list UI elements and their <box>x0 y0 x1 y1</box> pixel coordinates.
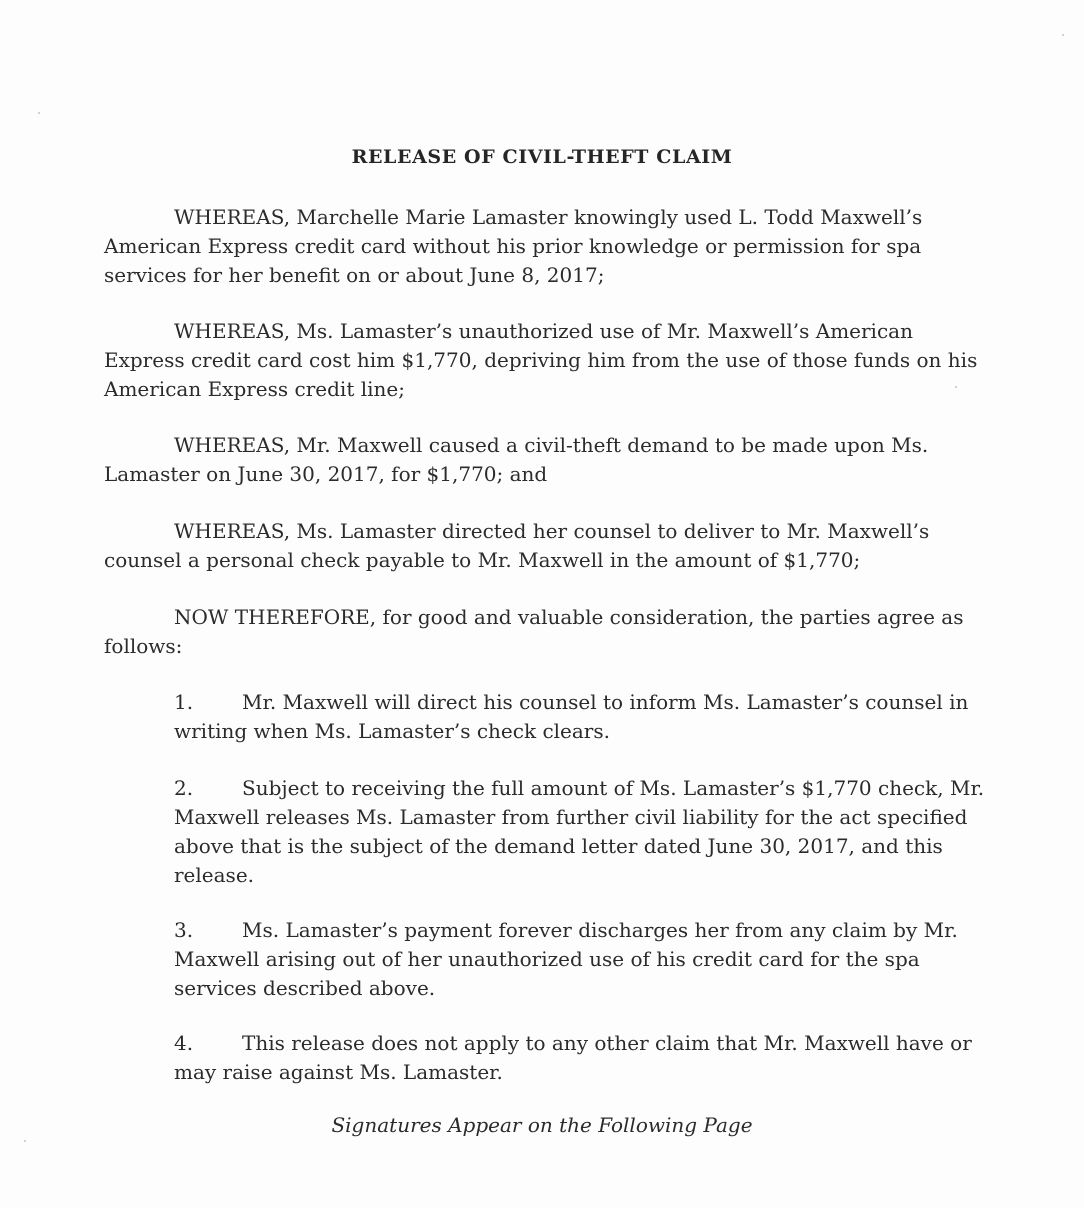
item-number: 1. <box>174 690 194 714</box>
scan-speck <box>38 112 40 114</box>
item-number: 2. <box>174 776 194 800</box>
item-text: Ms. Lamaster’s payment forever discharges her from any claim by Mr. Maxwell arising out of her unauthorized use of his credit card for the spa services described above. <box>174 918 958 1000</box>
numbered-item <box>174 688 989 746</box>
now-therefore-clause: NOW THEREFORE, for good and valuable consideration, the parties agree as follows: <box>104 605 964 658</box>
scan-speck <box>1062 34 1064 36</box>
numbered-item <box>174 774 989 890</box>
whereas-clause-4: WHEREAS, Ms. Lamaster directed her counsel to deliver to Mr. Maxwell’s counsel a personal check payable to Mr. Maxwell in the amount of $1,770; <box>104 519 930 572</box>
scan-speck <box>24 1140 26 1142</box>
item-text: Subject to receiving the full amount of Ms. Lamaster’s $1,770 check, Mr. Maxwell releases Ms. Lamaster from further civil liability for the act specified above that is the subject of the demand letter dated June 30, 2017, and this release. <box>174 776 985 887</box>
numbered-item <box>174 1029 989 1087</box>
item-number: 3. <box>174 918 194 942</box>
whereas-clause-3: WHEREAS, Mr. Maxwell caused a civil-theft demand to be made upon Ms. Lamaster on June 30, 2017, for $1,770; and <box>104 433 929 486</box>
item-number: 4. <box>174 1031 194 1055</box>
signatures-note: Signatures Appear on the Following Page <box>331 1113 753 1137</box>
item-text: Mr. Maxwell will direct his counsel to inform Ms. Lamaster’s counsel in writing when Ms. Lamaster’s check clears. <box>174 690 969 743</box>
whereas-clause-1: WHEREAS, Marchelle Marie Lamaster knowingly used L. Todd Maxwell’s American Express credit card without his prior knowledge or permission for spa services for her benefit on or about June 8, 2017; <box>104 205 923 287</box>
item-text: This release does not apply to any other claim that Mr. Maxwell have or may raise against Ms. Lamaster. <box>174 1031 972 1084</box>
whereas-clause-2: WHEREAS, Ms. Lamaster’s unauthorized use of Mr. Maxwell’s American Express credit card cost him $1,770, depriving him from the use of those funds on his American Express credit line; <box>104 319 978 401</box>
numbered-item <box>174 916 989 1003</box>
document-title: RELEASE OF CIVIL-THEFT CLAIM <box>351 146 733 168</box>
